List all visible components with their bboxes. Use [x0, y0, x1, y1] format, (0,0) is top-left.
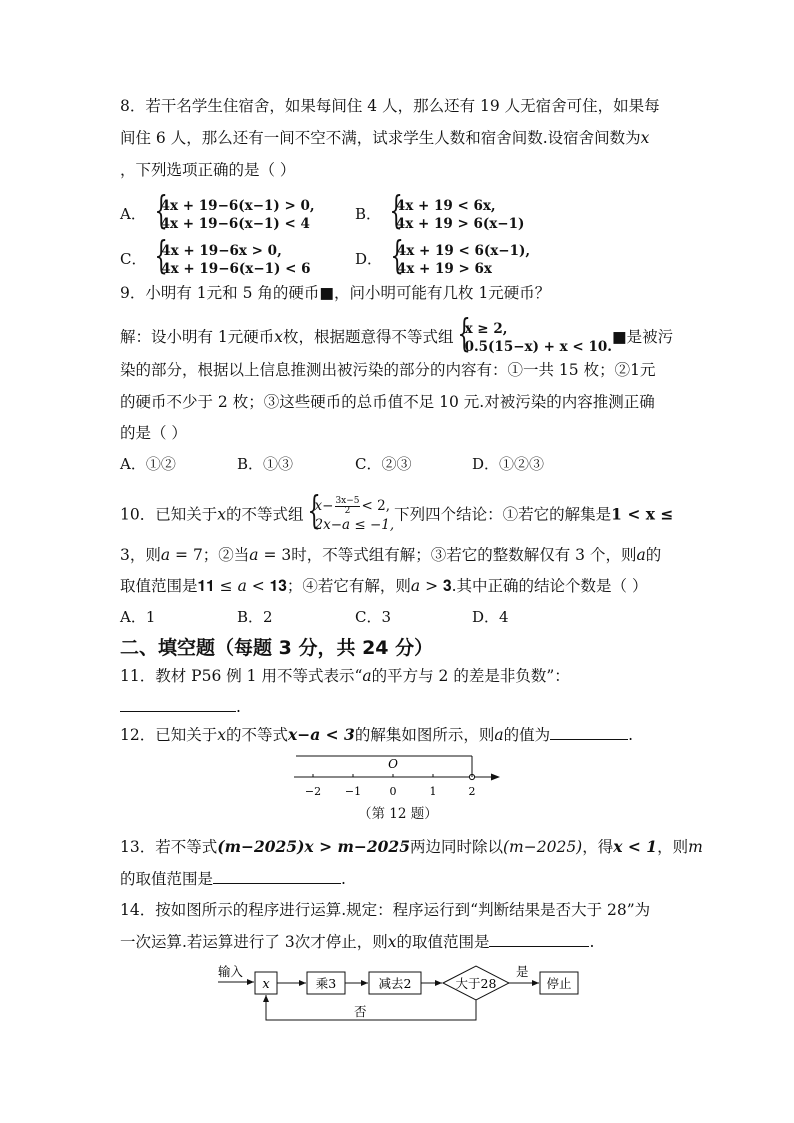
- q12-text: 12．已知关于: [120, 726, 218, 744]
- q9-line4: 的硬币不少于 2 枚；③这些硬币的总币值不足 10 元.对被污染的内容推测正确: [120, 393, 655, 411]
- flow-yes-label: 是: [516, 964, 529, 979]
- flowchart: [214, 960, 586, 1026]
- period: .: [341, 870, 346, 888]
- flow-multiply-label: 乘3: [315, 976, 337, 991]
- q12-var-a: a: [494, 726, 504, 744]
- q12-text: 的解集如图所示，则: [354, 726, 495, 744]
- answer-blank[interactable]: [120, 696, 236, 712]
- q10-line2: 3，则𝑎 = 7；②当𝑎 = 3时，不等式组有解；③若它的整数解仅有 3 个，则𝑎的: [120, 546, 662, 564]
- q14-text: 一次运算.若运算进行了 3次才停止，则: [120, 933, 388, 951]
- q8-line2: [120, 128, 649, 148]
- fraction-numerator: 3x−5: [335, 496, 360, 506]
- q8-var-x: x: [640, 129, 650, 147]
- q8-option-d: [355, 242, 530, 278]
- tick-label: 2: [468, 785, 476, 798]
- tick-label: −2: [304, 785, 322, 798]
- number-line-figure: [288, 752, 508, 804]
- q12-text: 的不等式: [225, 726, 288, 744]
- answer-blank[interactable]: [550, 724, 628, 740]
- origin-label: O: [388, 757, 398, 771]
- q14-text: 的取值范围是: [396, 933, 490, 951]
- q10-option-d: D．4: [472, 608, 509, 626]
- q13-inequality: (m−2025)x > m−2025: [217, 837, 410, 856]
- inequality-system: [304, 497, 395, 534]
- q13-line2: [120, 868, 346, 889]
- option-label: A．: [120, 205, 146, 223]
- q9-option-b: B．①③: [237, 455, 294, 473]
- system-row: [315, 497, 395, 516]
- system-row: 4x + 19−6(x−1) < 6: [161, 261, 311, 277]
- q13-text: ，得: [582, 838, 614, 856]
- q13-text: ，则: [657, 838, 689, 856]
- system-row: 4x + 19 > 6x: [396, 261, 492, 277]
- flow-x-label: x: [262, 977, 270, 992]
- q10-option-a: A．1: [120, 608, 156, 626]
- q12-line1: [120, 724, 633, 745]
- q10-line3: 取值范围是𝟏𝟏 ≤ 𝑎 < 𝟏𝟑；④若它有解，则𝑎 > 𝟑.其中正确的结论个数是（ ）: [120, 577, 648, 595]
- q10-option-c: C．3: [355, 608, 392, 626]
- q9-text: 解：设小明有 1元硬币: [120, 328, 275, 346]
- q8-line3: ，下列选项正确的是（ ）: [120, 161, 296, 179]
- inequality-system: [387, 242, 530, 278]
- period: .: [236, 698, 241, 716]
- q9-line5: 的是（ ）: [120, 424, 187, 442]
- q8-option-b: [355, 197, 524, 233]
- fraction: [335, 497, 359, 516]
- section-title: 二、填空题（每题 3 分，共 24 分）: [120, 637, 434, 659]
- q10-text: 的不等式组: [225, 505, 304, 524]
- q14-var-x: x: [387, 933, 397, 951]
- q13-line1: [120, 837, 703, 857]
- inequality-system: [386, 197, 525, 233]
- q13-var-m: m: [688, 838, 703, 856]
- q13-text: 13．若不等式: [120, 838, 218, 856]
- system-row: { x ≥ 2,: [464, 321, 508, 337]
- q9-text: ■是被污: [611, 328, 674, 346]
- answer-blank[interactable]: [489, 931, 589, 947]
- q9-line3: 染的部分，根据以上信息推测出被污染的部分的内容有：①一共 15 枚；②1元: [120, 361, 656, 379]
- inequality-system: [454, 320, 612, 356]
- flow-decision-label: 大于28: [455, 976, 497, 991]
- flow-input-label: 输入: [218, 964, 244, 979]
- q13-divisor: (m−2025): [503, 838, 583, 856]
- flow-no-label: 否: [354, 1004, 367, 1019]
- q9-option-c: C．②③: [355, 455, 412, 473]
- system-row: 2x−a ≤ −1,: [314, 517, 395, 533]
- system-row: 4x + 19−6(x−1) < 4: [160, 216, 310, 232]
- q8-line2-text: 间住 6 人，那么还有一间不空不满，试求学生人数和宿舍间数.设宿舍间数为: [120, 129, 641, 147]
- q13-text: 两边同时除以: [409, 838, 503, 856]
- q14-line1: 14．按如图所示的程序进行运算.规定：程序运行到“判断结果是否大于 28”为: [120, 901, 651, 919]
- flow-subtract-label: 减去2: [378, 976, 412, 991]
- system-text: < 2,: [361, 498, 390, 514]
- q9-line2: [120, 320, 673, 356]
- q10-math: 1 < x ≤: [611, 504, 674, 524]
- inequality-system: [151, 242, 310, 278]
- q12-text: 的值为: [503, 726, 551, 744]
- flow-stop-label: 停止: [546, 976, 572, 991]
- q9-line1: 9．小明有 1元和 5 角的硬币■，问小明可能有几枚 1元硬币？: [120, 284, 551, 302]
- answer-blank[interactable]: [213, 868, 341, 884]
- q13-text: 的取值范围是: [120, 870, 214, 888]
- period: .: [628, 726, 634, 744]
- inequality-system: [151, 197, 315, 233]
- figure-caption: （第 12 题）: [358, 806, 438, 822]
- system-text: x−: [314, 498, 334, 514]
- q10-text: 下列四个结论：①若它的解集是: [394, 505, 612, 524]
- tick-label: −1: [344, 785, 362, 798]
- system-row: { 4x + 19−6(x−1) > 0,: [160, 198, 315, 214]
- q9-option-a: A．①②: [120, 455, 176, 473]
- q14-line2: [120, 931, 594, 952]
- option-label: B．: [355, 205, 382, 223]
- system-row: 4x + 19 > 6(x−1): [395, 216, 525, 232]
- q12-var-x: x: [217, 726, 226, 744]
- tick-label: 1: [429, 785, 437, 798]
- option-label: D．: [355, 250, 383, 268]
- period: .: [589, 933, 595, 951]
- system-row: { 4x + 19 < 6(x−1),: [396, 243, 531, 259]
- system-row: { 4x + 19 < 6x,: [395, 198, 496, 214]
- fraction-denominator: 2: [344, 506, 351, 516]
- system-row: 0.5(15−x) + x < 10.: [464, 339, 612, 355]
- q8-option-c: [120, 242, 311, 278]
- tick-label: 0: [389, 785, 397, 798]
- q8-line1: 8．若干名学生住宿舍，如果每间住 4 人，那么还有 19 人无宿舍可住，如果每: [120, 97, 660, 115]
- q9-option-d: D．①②③: [472, 455, 545, 473]
- q10-text: 10．已知关于: [120, 505, 218, 524]
- q9-var-x: x: [274, 328, 284, 346]
- system-row: { 4x + 19−6x > 0,: [161, 243, 282, 259]
- flow-loop-arrow: [266, 995, 476, 1020]
- q8-option-a: [120, 197, 315, 233]
- q12-inequality: x−a < 3: [288, 725, 355, 744]
- q11-line1: 11．教材 P56 例 1 用不等式表示“𝑎的平方与 2 的差是非负数”：: [120, 667, 570, 685]
- q10-option-b: B．2: [237, 608, 273, 626]
- option-label: C．: [120, 250, 147, 268]
- axis-arrow: [491, 774, 500, 781]
- q10-var-x: x: [217, 505, 226, 524]
- q9-text: 枚，根据题意得不等式组: [283, 328, 454, 346]
- q10-line1: [120, 497, 673, 534]
- q13-result: x < 1: [613, 837, 658, 856]
- q11-answer: [120, 696, 241, 717]
